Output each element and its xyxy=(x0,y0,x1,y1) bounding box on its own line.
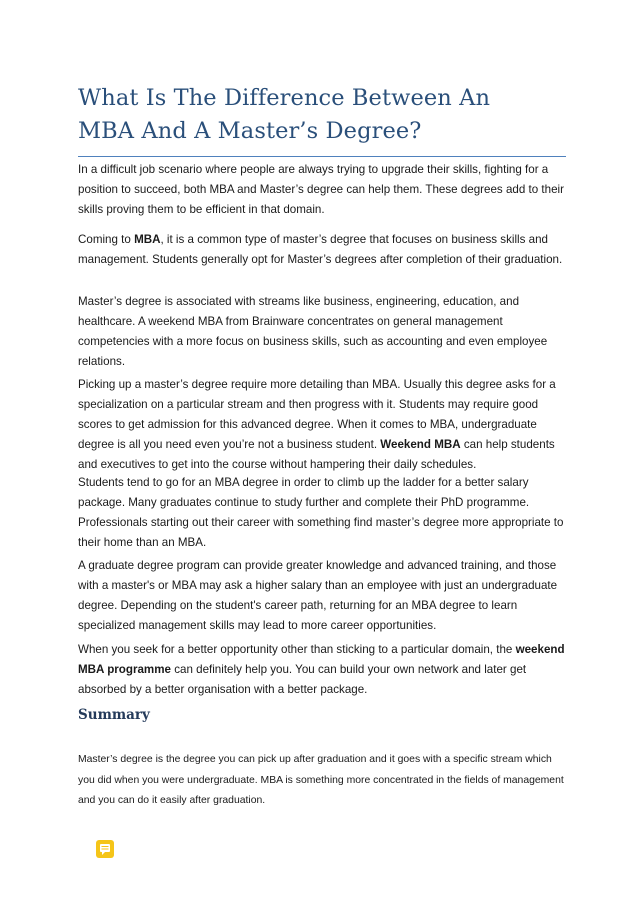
paragraph-2-bold: MBA xyxy=(134,233,161,246)
paragraph-7 xyxy=(78,640,566,700)
paragraph-7-text-a: When you seek for a better opportunity other than sticking to a particular domain, the xyxy=(78,643,516,656)
comment-icon[interactable] xyxy=(96,840,114,858)
paragraph-4-text-c: can help students and executives to get into the course without hampering their daily schedules. xyxy=(78,438,555,471)
paragraph-2 xyxy=(78,230,566,270)
paragraph-1: In a difficult job scenario where people are always trying to upgrade their skills, fighting for a position to succeed, both MBA and Master’s degree can help them. These degrees add to their skills proving them to be efficient in that domain. xyxy=(78,163,564,216)
paragraph-7-text-c: can definitely help you. You can build your own network and later get absorbed by a better organisation with a better package. xyxy=(78,663,527,696)
paragraph-4 xyxy=(78,375,566,475)
title-line-2: MBA And A Master’s Degree? xyxy=(78,118,422,144)
page-title xyxy=(78,82,566,148)
paragraph-5: Students tend to go for an MBA degree in order to climb up the ladder for a better salary package. Many graduates continue to study further and complete their PhD programme. Professionals starting out their career with something find master’s degree more appropriate to their home than an MBA. xyxy=(78,476,564,549)
title-line-1: What Is The Difference Between An xyxy=(78,85,491,111)
paragraph-7-bold: weekend MBA programme xyxy=(78,643,565,676)
title-divider xyxy=(78,156,566,157)
paragraph-4-bold: Weekend MBA xyxy=(380,438,461,451)
paragraph-2-text-c: , it is a common type of master’s degree that focuses on business skills and management. Students generally opt for Master’s degrees after completion of their graduation. xyxy=(78,233,563,266)
paragraph-4-text-a: Picking up a master’s degree require more detailing than MBA. Usually this degree asks for a specialization on a particular stream and then progress with it. Students may require good scores to get admission for this advanced degree. When it comes to MBA, undergraduate degree is all you need even you’re not a business student. xyxy=(78,378,556,451)
paragraph-3: Master’s degree is associated with streams like business, engineering, education, and healthcare. A weekend MBA from Brainware concentrates on general management competencies with a more focus on business skills, such as accounting and even employee relations. xyxy=(78,295,548,368)
summary-heading: Summary xyxy=(78,707,150,723)
summary-paragraph: Master’s degree is the degree you can pick up after graduation and it goes with a specific stream which you did when you were undergraduate. MBA is something more concentrated in the fields of management and you can do it easily after graduation. xyxy=(78,754,564,806)
document-page xyxy=(78,0,566,806)
comment-icon-glyph xyxy=(96,840,114,858)
paragraph-6: A graduate degree program can provide greater knowledge and advanced training, and those with a master's or MBA may ask a higher salary than an employee with just an undergraduate degree. Depending on the student's career path, returning for an MBA degree to learn specialized management skills may lead to more career opportunities. xyxy=(78,559,558,632)
paragraph-2-text-a: Coming to xyxy=(78,233,135,246)
